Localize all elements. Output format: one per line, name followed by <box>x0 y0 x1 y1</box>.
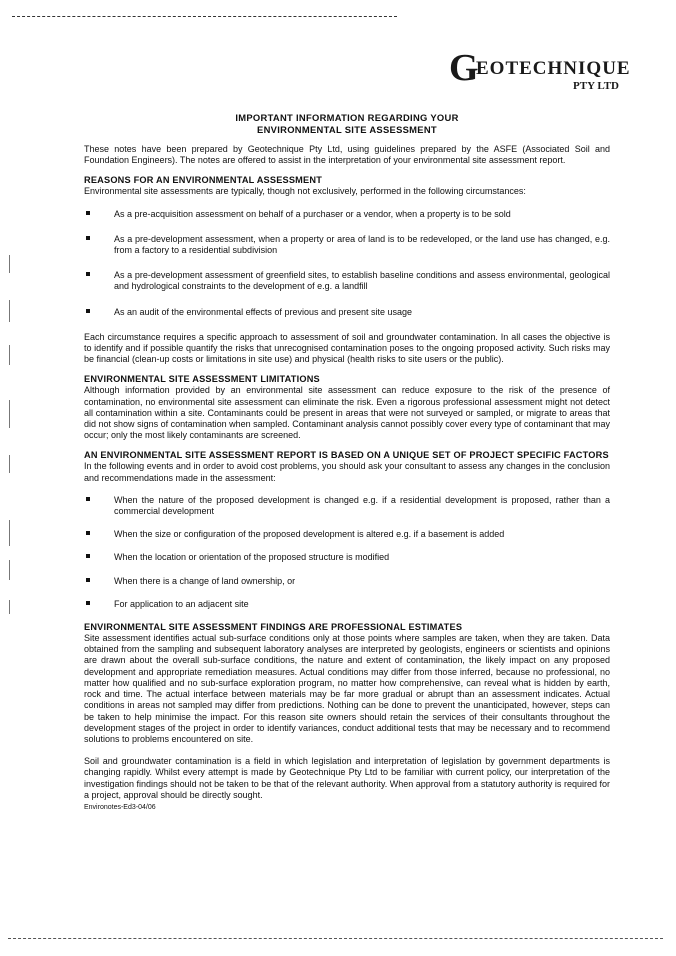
list-item: As a pre-development assessment, when a property or area of land is to be redeveloped, or the land use has changed, e.g. from a factory to a residential subdivision <box>84 234 610 256</box>
list-item: As a pre-development assessment of greenfield sites, to establish baseline conditions and assess environmental, geological and hydrological constraints to the development of e.g. a landfill <box>84 270 610 292</box>
title-line-1: IMPORTANT INFORMATION REGARDING YOUR <box>235 112 459 123</box>
company-logo <box>449 47 631 100</box>
document-title <box>84 112 610 135</box>
intro-paragraph: These notes have been prepared by Geotechnique Pty Ltd, using guidelines prepared by the ASFE (Associated Soil and Foundation Engineers). The notes are offered to assist in the interpretation of your environmental site assessment report. <box>84 144 610 166</box>
document-body <box>84 112 610 812</box>
margin-mark <box>9 345 10 365</box>
list-item: For application to an adjacent site <box>84 599 610 610</box>
margin-mark <box>9 400 10 428</box>
bullet-icon <box>86 531 90 535</box>
title-line-2: ENVIRONMENTAL SITE ASSESSMENT <box>257 123 437 135</box>
list-item: When the location or orientation of the proposed structure is modified <box>84 552 610 563</box>
list-item: As a pre-acquisition assessment on behalf of a purchaser or a vendor, when a property is to be sold <box>84 209 610 220</box>
margin-mark <box>9 520 10 546</box>
bullet-icon <box>86 236 90 240</box>
bullet-icon <box>86 601 90 605</box>
bullet-icon <box>86 309 90 313</box>
margin-mark <box>9 560 10 580</box>
bullet-icon <box>86 578 90 582</box>
margin-mark <box>9 255 10 273</box>
bullet-icon <box>86 272 90 276</box>
reasons-closing: Each circumstance requires a specific approach to assessment of soil and groundwater contamination. In all cases the objective is to identify and if possible quantify the risks that unrecognised contamination poses to the ongoing proposed activity. Such risks may be financial (clean-up costs or limitations in site use) and physical (health risks to site users or the public). <box>84 331 610 365</box>
findings-closing: Soil and groundwater contamination is a field in which legislation and interpretation of legislation by government departments is changing rapidly. Whilst every attempt is made by Geotechnique Pty Ltd to be familiar with current policy, our interpretation of the investigation findings should not be taken to be that of the relevant authority. When approval from a statutory authority is required for a project, approval should be directly sought. <box>84 756 610 800</box>
logo-wordmark: EOTECHNIQUE <box>476 58 631 79</box>
bottom-scan-rule <box>8 938 663 939</box>
findings-heading: ENVIRONMENTAL SITE ASSESSMENT FINDINGS ARE PROFESSIONAL ESTIMATES <box>84 622 463 633</box>
margin-mark <box>9 300 10 322</box>
limitations-heading: ENVIRONMENTAL SITE ASSESSMENT LIMITATIONS <box>84 374 320 385</box>
reasons-list <box>84 209 610 318</box>
logo-subtitle: PTY LTD <box>573 80 619 92</box>
bullet-icon <box>86 497 90 501</box>
list-item: When there is a change of land ownership, or <box>84 576 610 587</box>
limitations-body: Although information provided by an environmental site assessment can reduce exposure to the risk of the presence of contamination, no environmental site assessment can eliminate the risk. Even a rigorous professional assessment might not detect all contamination within a site. Contaminants could be present in areas that were not surveyed or sampled, or migrate to areas that did not show signs of contamination when sampled. Contaminant analysis cannot possibly cover every type of contaminant that may occur; only the most likely contaminants are screened. <box>84 385 610 441</box>
margin-mark <box>9 600 10 614</box>
unique-factors-list <box>84 495 610 610</box>
list-item: When the nature of the proposed development is changed e.g. if a residential development is proposed, rather than a commercial development <box>84 495 610 517</box>
list-item: As an audit of the environmental effects of previous and present site usage <box>84 307 610 318</box>
margin-mark <box>9 455 10 473</box>
top-scan-rule <box>12 16 397 17</box>
bullet-icon <box>86 211 90 215</box>
logo-initial: G <box>449 47 479 89</box>
reasons-lead: Environmental site assessments are typically, though not exclusively, performed in the following circumstances: <box>84 186 526 197</box>
bullet-icon <box>86 554 90 558</box>
findings-body: Site assessment identifies actual sub-surface conditions only at those points where samples are taken, when they are taken. Data obtained from the sampling and subsequent laboratory analyses are interpreted by geologists, engineers or scientists and opinions are drawn about the overall sub-surface conditions, the nature and extent of contamination, the likely impact on any proposed development and appropriate remediation measures. Actual conditions may differ from those inferred, because no professional, no matter how qualified and no sub-surface exploration program, no matter how comprehensive, can reveal what is hidden by earth, rock and time. The actual interface between materials may be far more gradual or abrupt than an assessment indicates. Actual conditions in areas not sampled may differ from predictions. Nothing can be done to prevent the unanticipated, however, steps can be taken to help minimise the impact. For this reason site owners should retain the services of their consultants throughout the development stages of the project in order to identify variances, conduct additional tests that may be necessary and to recommend solutions to problems encountered on site. <box>84 633 610 744</box>
unique-factors-lead: In the following events and in order to avoid cost problems, you should ask your consultant to assess any changes in the conclusion and recommendations made in the assessment: <box>84 461 610 483</box>
list-item: When the size or configuration of the proposed development is altered e.g. if a basement is added <box>84 529 610 540</box>
document-reference: Environotes-Ed3-04/06 <box>84 803 156 811</box>
unique-factors-heading: AN ENVIRONMENTAL SITE ASSESSMENT REPORT IS BASED ON A UNIQUE SET OF PROJECT SPECIFIC FACTORS <box>84 450 609 461</box>
reasons-heading: REASONS FOR AN ENVIRONMENTAL ASSESSMENT <box>84 175 323 186</box>
